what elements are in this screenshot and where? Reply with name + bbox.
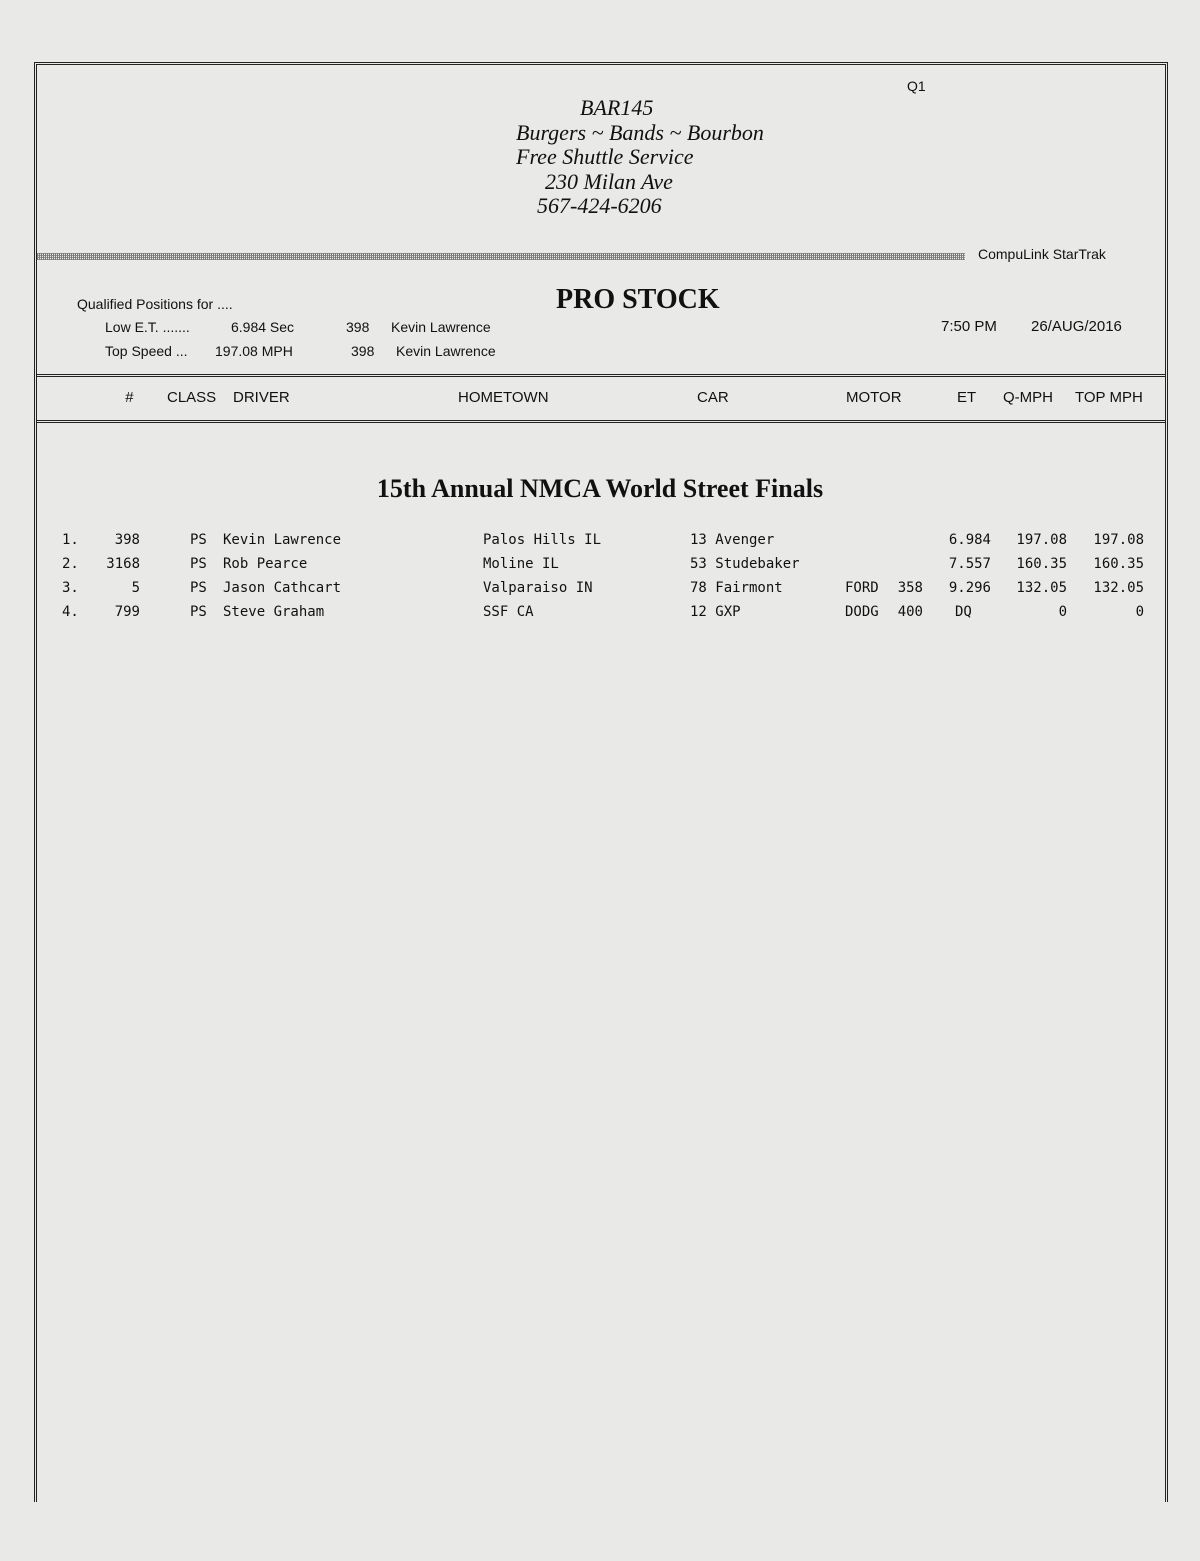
row-et: DQ [955,604,972,620]
row-driver: Jason Cathcart [223,580,342,596]
ad-venue-name: BAR145 [580,95,654,120]
row-position: 4. [62,604,79,620]
row-qmph: 0 [1058,604,1067,620]
row-car-number: 5 [131,580,140,596]
row-class: PS [190,532,207,548]
row-car: 12 GXP [690,604,741,620]
dotted-rule [37,253,965,260]
low-et-car-number: 398 [346,319,370,335]
row-car-number: 3168 [106,556,140,572]
row-motor-cid: 400 [897,604,923,620]
top-speed-driver: Kevin Lawrence [396,343,496,359]
row-driver: Kevin Lawrence [223,532,342,548]
low-et-value: 6.984 Sec [231,319,295,335]
row-top-mph: 197.08 [1093,532,1144,548]
row-top-mph: 132.05 [1093,580,1144,596]
col-class: CLASS [167,389,217,406]
row-position: 1. [62,532,79,548]
row-qmph: 197.08 [1016,532,1067,548]
row-class: PS [190,556,207,572]
row-position: 3. [62,580,79,596]
ad-tagline: Burgers ~ Bands ~ Bourbon [516,120,764,145]
row-et: 6.984 [948,532,991,548]
col-qmph: Q-MPH [1003,389,1053,406]
header-rule-top [37,374,1165,377]
ad-phone: 567-424-6206 [537,193,662,218]
row-car-number: 398 [114,532,140,548]
row-hometown: Valparaiso IN [483,580,593,596]
row-qmph: 160.35 [1016,556,1067,572]
ad-address: 230 Milan Ave [545,169,673,194]
row-hometown: Moline IL [483,556,559,572]
col-et: ET [957,389,977,406]
row-driver: Steve Graham [223,604,325,620]
header-rule-bottom [37,420,1165,423]
page-frame [34,62,1168,1502]
row-position: 2. [62,556,79,572]
page-code: Q1 [907,78,926,94]
row-car: 13 Avenger [690,532,775,548]
report-date: 26/AUG/2016 [1031,318,1122,335]
row-motor-make: FORD [845,580,879,596]
col-number: # [125,389,134,406]
row-motor-make: DODG [845,604,879,620]
ad-shuttle: Free Shuttle Service [516,144,694,169]
row-car: 53 Studebaker [690,556,800,572]
qualified-heading: Qualified Positions for .... [77,296,233,312]
col-hometown: HOMETOWN [458,389,549,406]
row-top-mph: 160.35 [1093,556,1144,572]
row-qmph: 132.05 [1016,580,1067,596]
col-motor: MOTOR [846,389,902,406]
row-class: PS [190,604,207,620]
top-speed-label: Top Speed ... [105,343,188,359]
row-et: 7.557 [948,556,991,572]
row-motor-cid: 358 [897,580,923,596]
row-driver: Rob Pearce [223,556,308,572]
col-car: CAR [697,389,729,406]
row-car-number: 799 [114,604,140,620]
row-hometown: Palos Hills IL [483,532,602,548]
low-et-driver: Kevin Lawrence [391,319,491,335]
row-car: 78 Fairmont [690,580,783,596]
col-driver: DRIVER [233,389,290,406]
meet-title: 15th Annual NMCA World Street Finals [376,474,824,503]
row-hometown: SSF CA [483,604,534,620]
software-label: CompuLink StarTrak [978,246,1106,262]
row-class: PS [190,580,207,596]
row-et: 9.296 [948,580,991,596]
row-top-mph: 0 [1135,604,1144,620]
top-speed-value: 197.08 MPH [215,343,293,359]
top-speed-car-number: 398 [351,343,375,359]
event-class-title: PRO STOCK [556,284,720,315]
low-et-label: Low E.T. ....... [105,319,190,335]
report-time: 7:50 PM [941,318,997,335]
col-top-mph: TOP MPH [1075,389,1143,406]
